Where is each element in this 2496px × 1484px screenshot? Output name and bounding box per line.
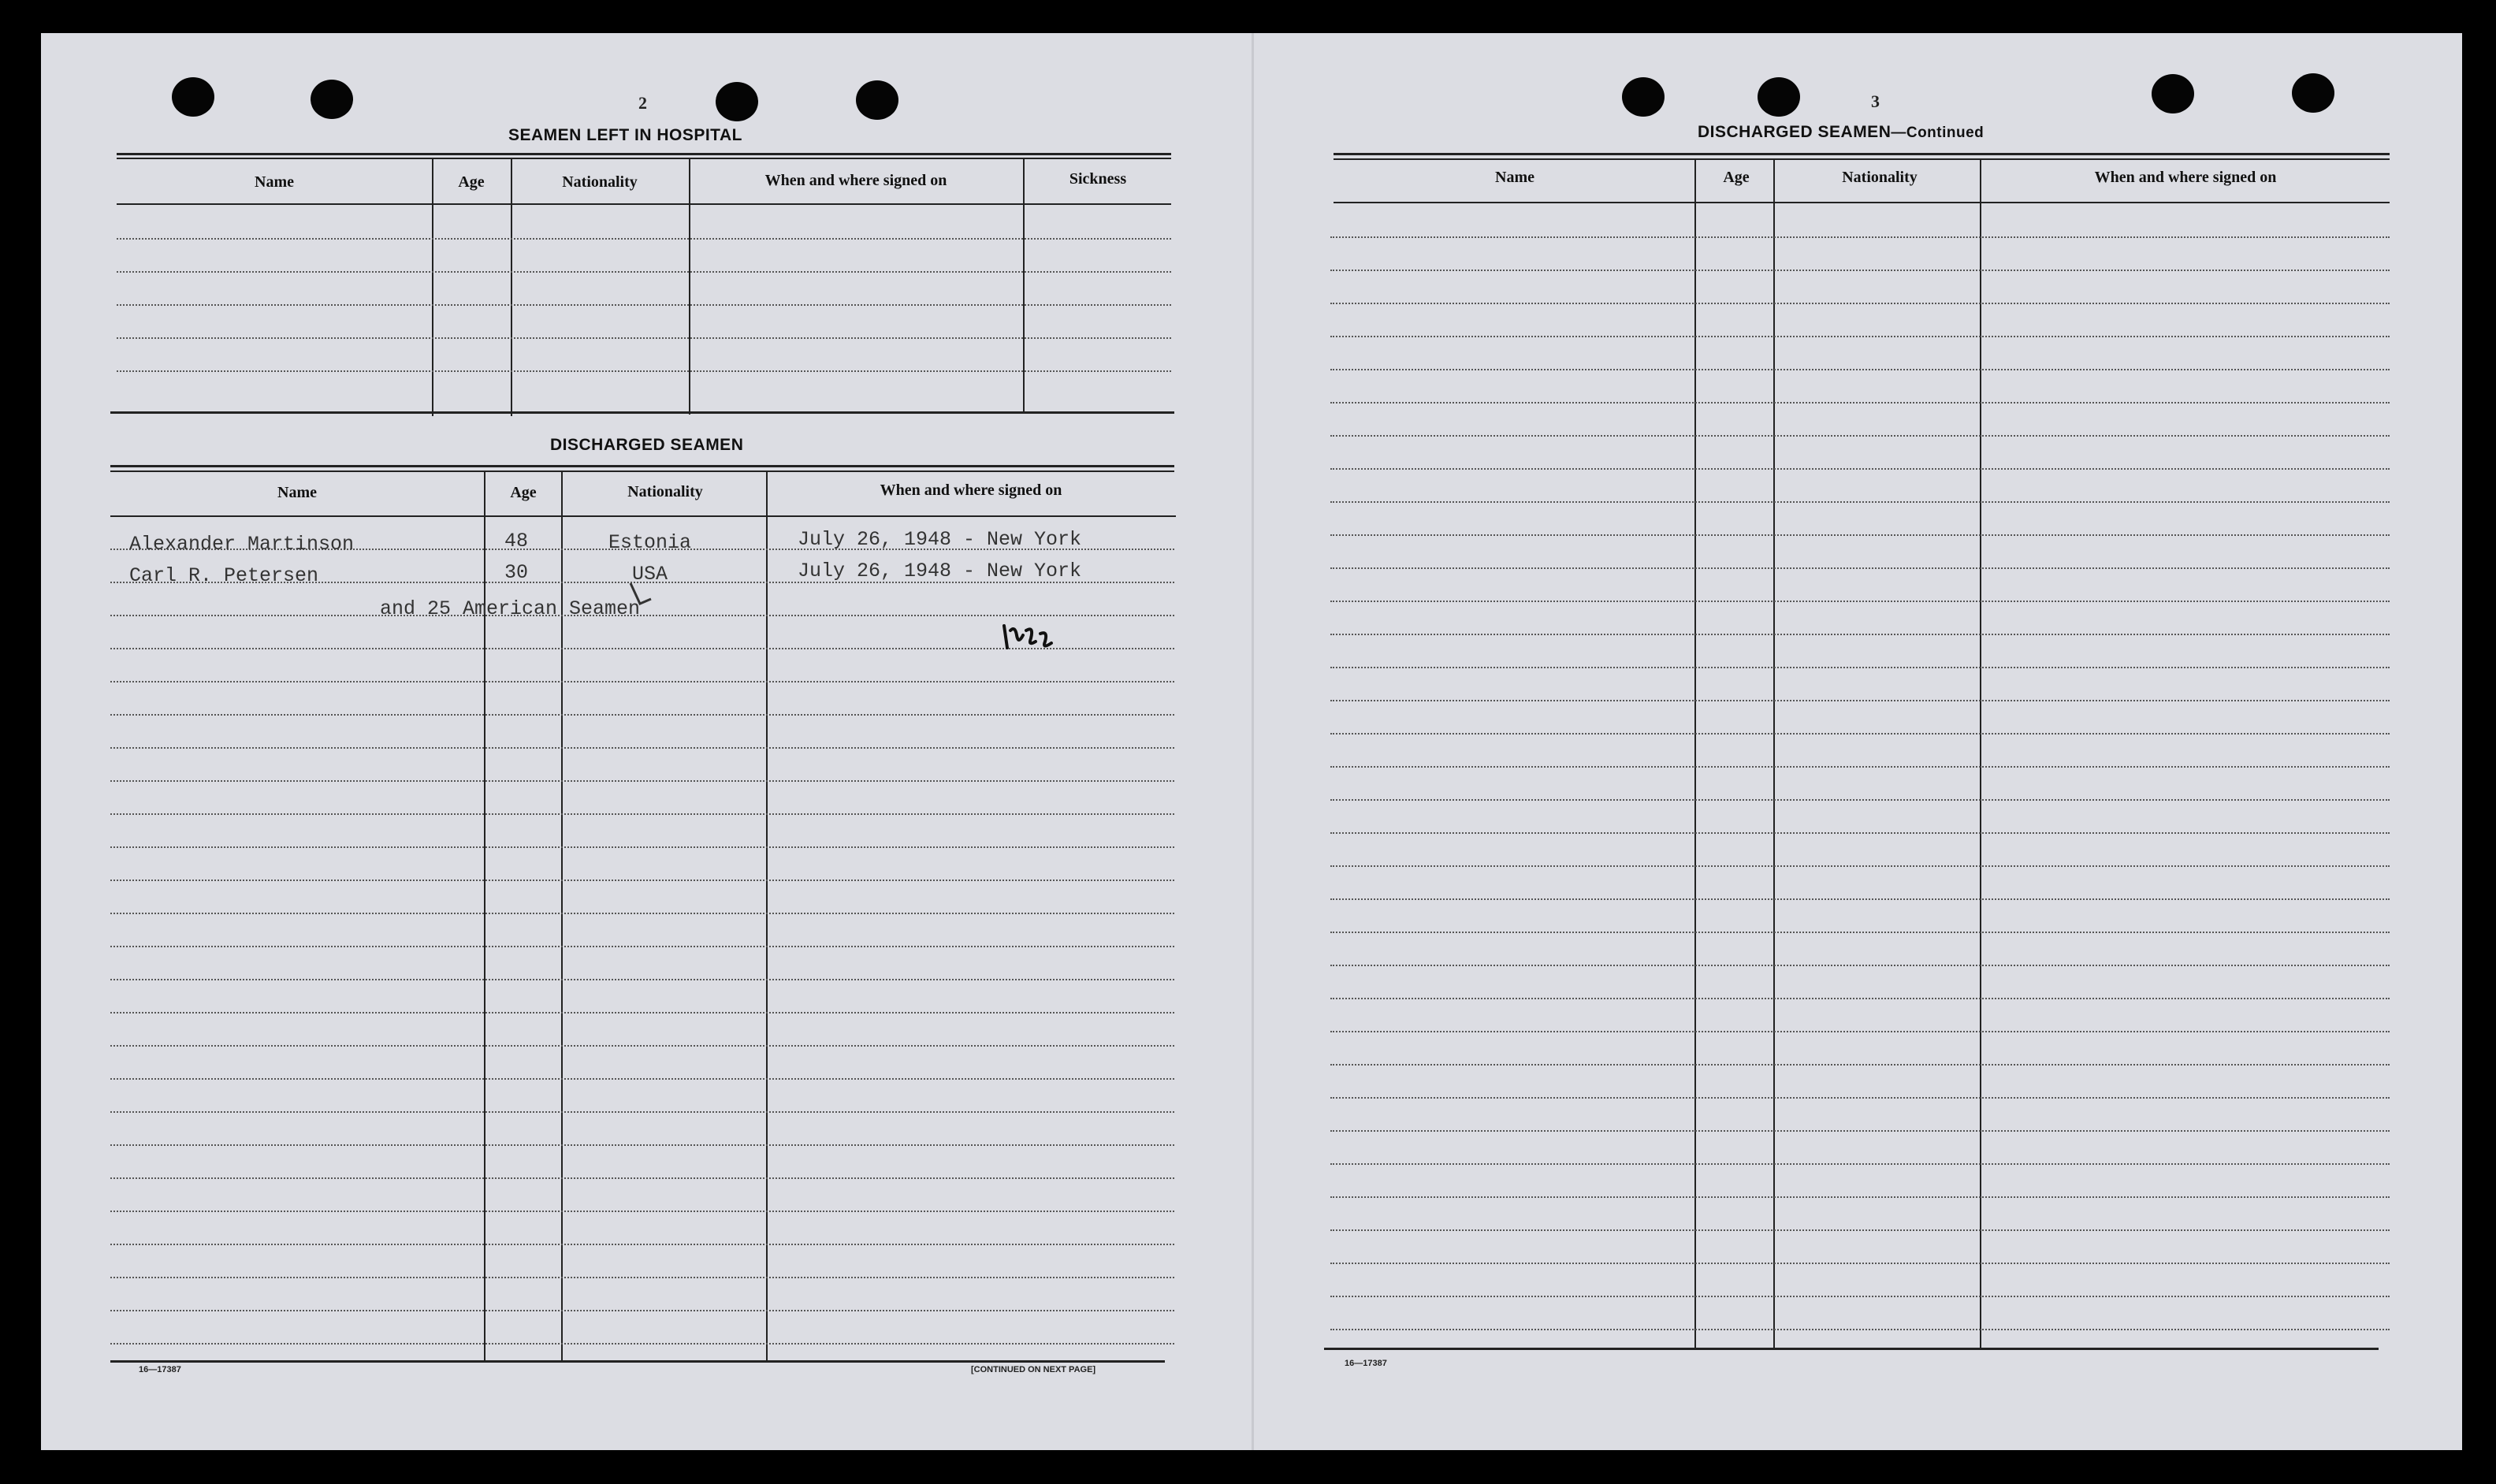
- punch-hole: [1758, 77, 1800, 117]
- handwritten-initials: [999, 619, 1062, 656]
- page-number: 2: [638, 93, 647, 113]
- check-mark-icon: [627, 580, 659, 616]
- form-number: 16—17387: [139, 1365, 181, 1374]
- hospital-section-title: SEAMEN LEFT IN HOSPITAL: [508, 126, 742, 144]
- seaman-nationality: Estonia: [608, 531, 692, 554]
- form-number: 16—17387: [1345, 1359, 1387, 1368]
- seaman-age: 48: [504, 530, 529, 552]
- column-header-nationality: Nationality: [1842, 169, 1918, 186]
- seaman-name: Alexander Martinson: [129, 533, 355, 556]
- column-header-sickness: Sickness: [1069, 170, 1127, 188]
- punch-hole: [172, 77, 214, 117]
- column-header-name: Name: [255, 173, 294, 191]
- punch-hole: [716, 82, 758, 121]
- column-header-name: Name: [1495, 169, 1534, 186]
- discharged-continued-title: [1698, 123, 1984, 142]
- page-fold: [1252, 33, 1254, 1450]
- typed-note: and 25 American Seamen: [380, 597, 641, 620]
- title-main: DISCHARGED SEAMEN: [1698, 123, 1892, 141]
- column-header-age: Age: [458, 173, 485, 191]
- title-suffix: —Continued: [1891, 125, 1985, 141]
- column-header-age: Age: [1723, 169, 1750, 186]
- punch-hole: [856, 80, 898, 120]
- punch-hole: [311, 80, 353, 119]
- column-header-signed-on: When and where signed on: [764, 172, 947, 189]
- page-number: 3: [1871, 91, 1880, 111]
- seaman-signed-on: July 26, 1948 - New York: [798, 528, 1082, 551]
- seaman-nationality: USA: [632, 563, 668, 586]
- continued-note: [CONTINUED ON NEXT PAGE]: [971, 1365, 1096, 1374]
- punch-hole: [2152, 74, 2194, 113]
- punch-hole: [2292, 73, 2334, 113]
- column-header-name: Name: [277, 484, 317, 501]
- column-header-signed-on: When and where signed on: [2094, 169, 2277, 186]
- column-header-age: Age: [510, 484, 537, 501]
- seaman-name: Carl R. Petersen: [129, 564, 319, 587]
- discharged-section-title: DISCHARGED SEAMEN: [550, 436, 744, 454]
- column-header-signed-on: When and where signed on: [880, 482, 1062, 499]
- column-header-nationality: Nationality: [562, 173, 638, 191]
- punch-hole: [1622, 77, 1665, 117]
- seaman-signed-on: July 26, 1948 - New York: [798, 560, 1082, 582]
- seaman-age: 30: [504, 561, 529, 584]
- column-header-nationality: Nationality: [627, 483, 703, 500]
